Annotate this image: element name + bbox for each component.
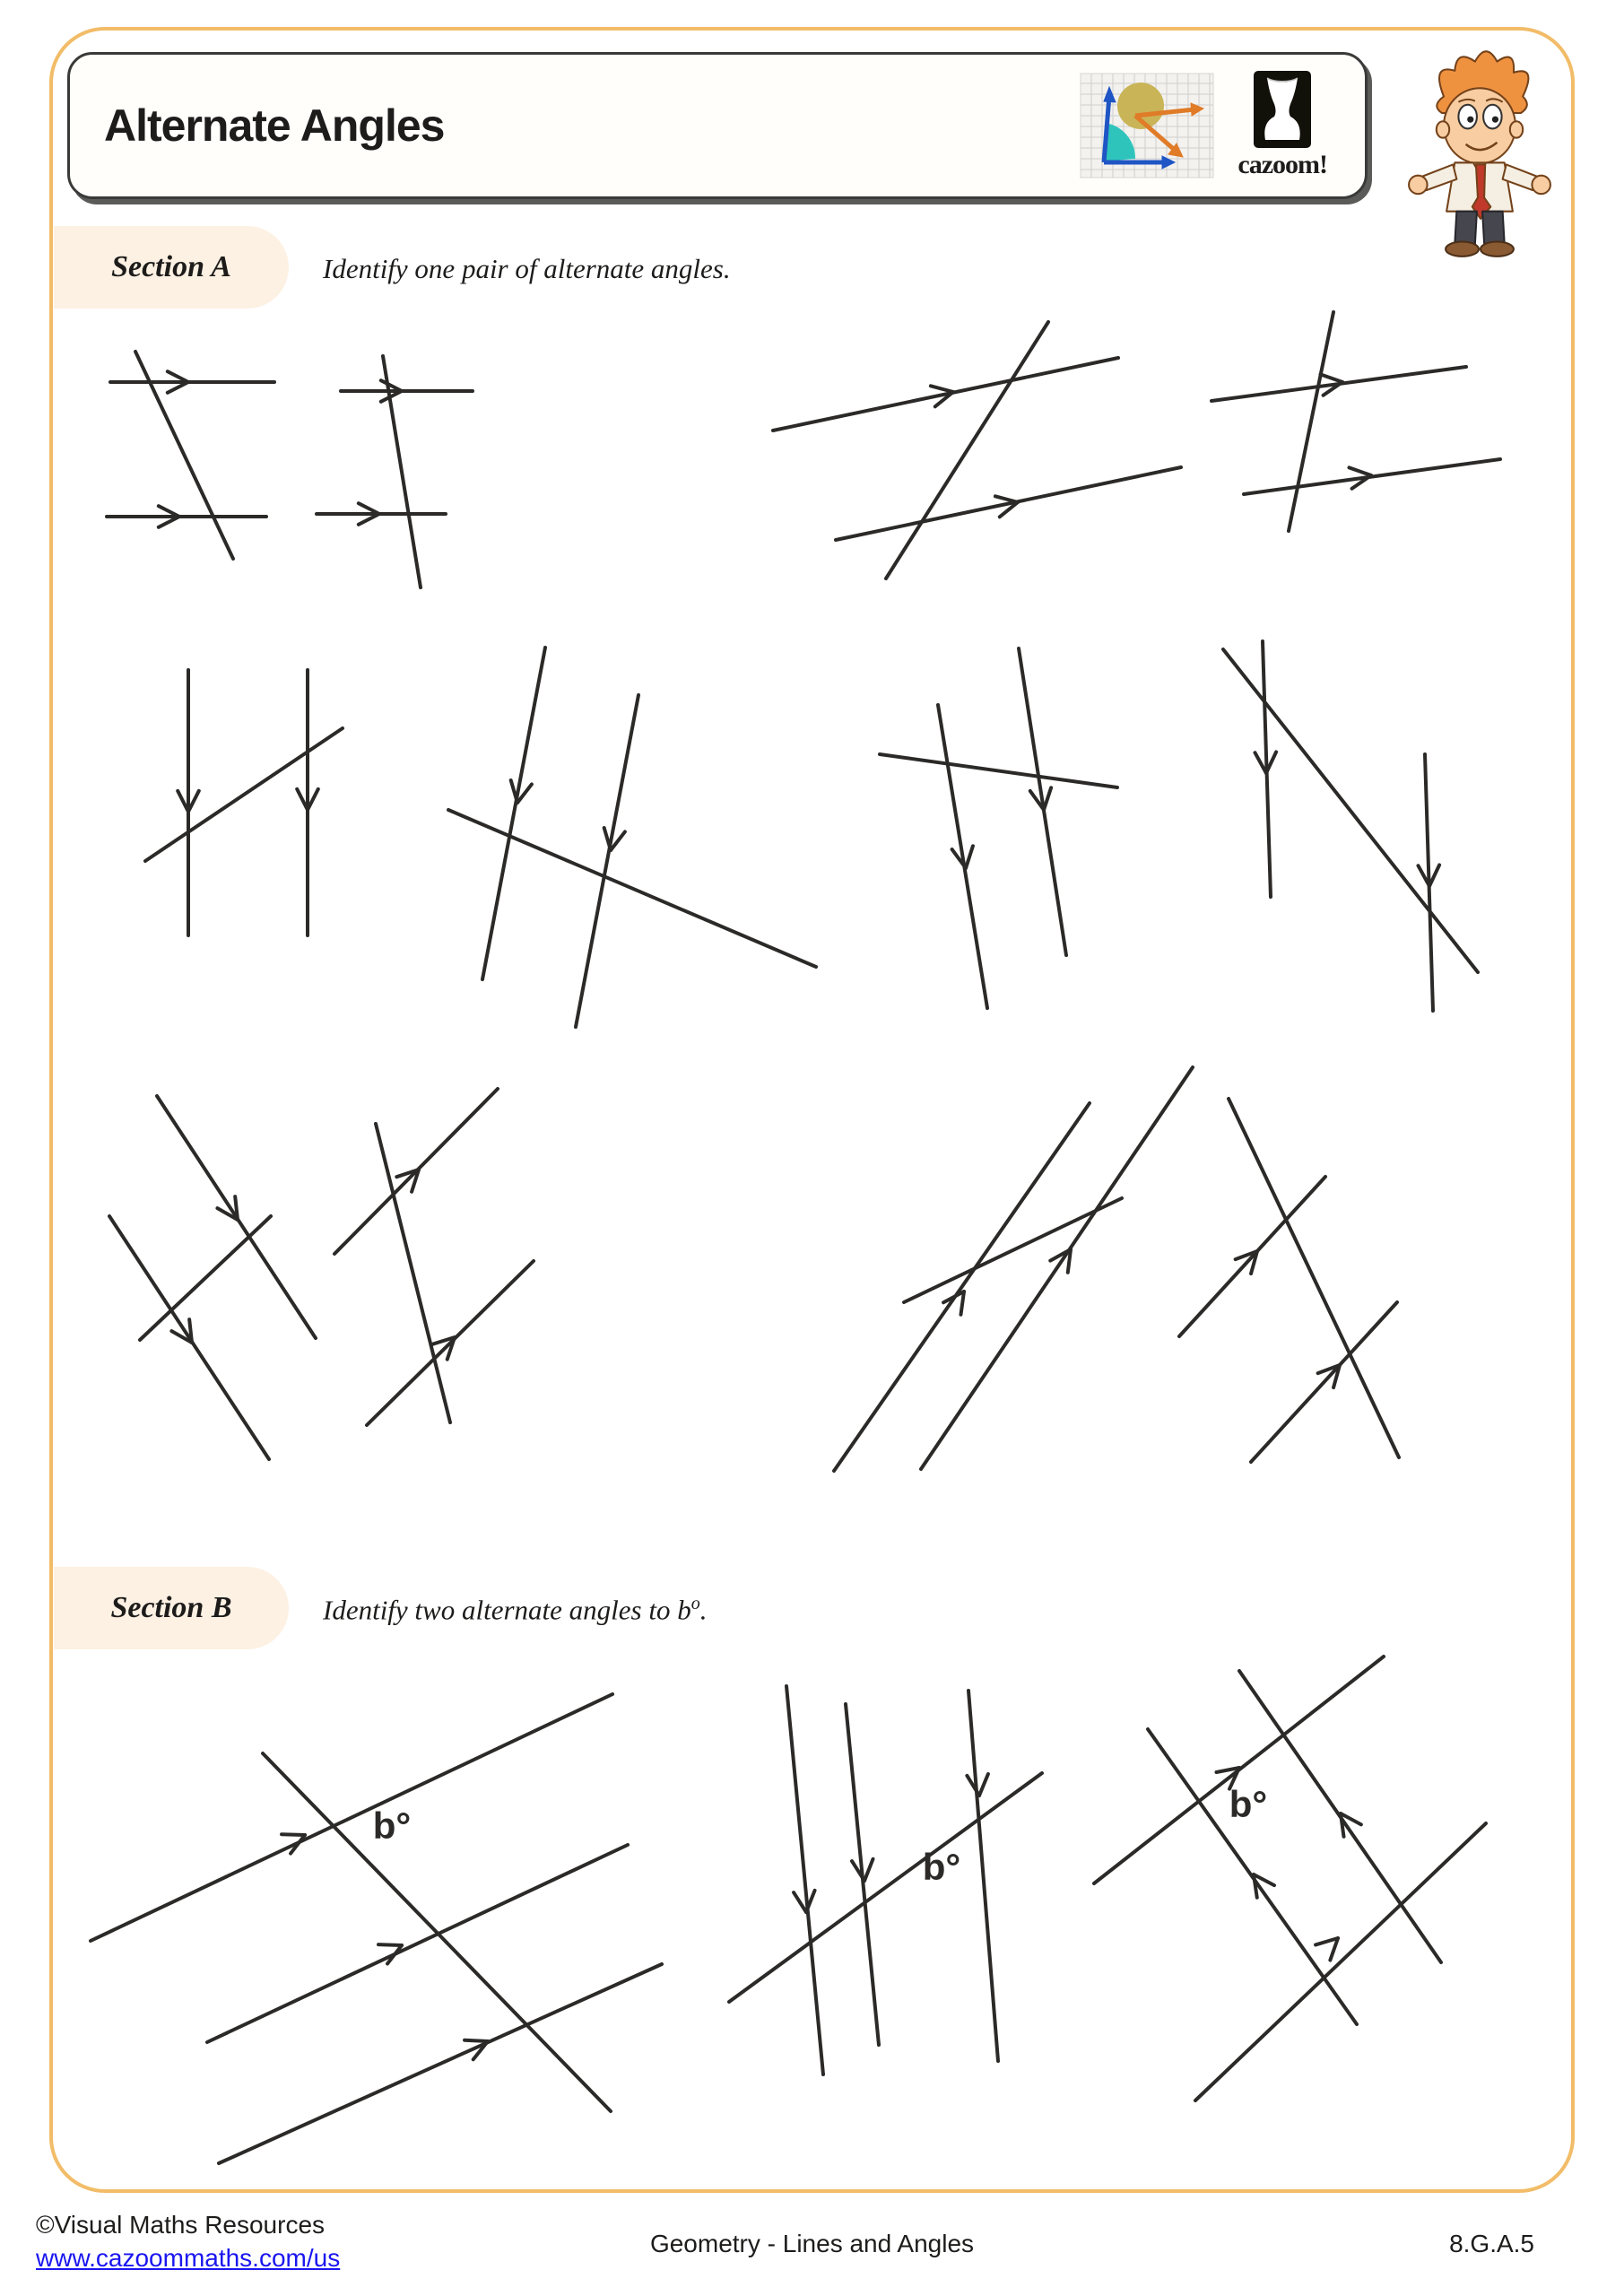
section-a-label-text: Section A (111, 250, 231, 283)
diagram-line (367, 1261, 534, 1425)
angle-label: b° (1229, 1783, 1268, 1825)
page-title: Alternate Angles (104, 100, 445, 151)
angle-diagram-a5 (145, 670, 343, 935)
diagram-line (1019, 648, 1066, 955)
angle-diagram-a10 (334, 1089, 534, 1425)
diagram-line (921, 1067, 1193, 1469)
diagram-line (729, 1773, 1042, 2002)
diagram-line (836, 467, 1181, 540)
diagram-line (576, 695, 638, 1027)
section-b-instruction-sup: o (690, 1594, 700, 1613)
section-a-label (54, 226, 289, 309)
parallel-arrow-icon (189, 1319, 192, 1343)
parallel-arrow-icon (387, 1945, 402, 1964)
angle-label: b° (922, 1846, 961, 1888)
parallel-arrow-icon (995, 496, 1018, 502)
angle-diagram-a2 (317, 356, 473, 587)
footer-topic: Geometry - Lines and Angles (649, 2230, 975, 2257)
cazoom-drum-icon (1254, 71, 1311, 148)
diagram-line (1229, 1099, 1399, 1457)
section-b-instruction-text: Identify two alternate angles to b (323, 1594, 691, 1626)
diagram-line (145, 728, 343, 861)
diagram-line (1223, 649, 1478, 972)
angle-diagram-a12 (1179, 1099, 1399, 1462)
parallel-arrow-icon (1349, 467, 1371, 475)
footer-website-link[interactable]: www.cazoommaths.com/us (36, 2244, 341, 2272)
cazoom-wordmark: cazoom! (1238, 150, 1327, 179)
angle-diagram-a7 (880, 648, 1117, 1008)
diagram-line (482, 648, 545, 979)
parallel-arrow-icon (1320, 374, 1342, 382)
angle-diagram-a8 (1223, 641, 1478, 1011)
cazoom-mascot-character (1381, 39, 1578, 260)
parallel-arrow-icon (931, 386, 953, 392)
angle-diagram-a4 (1211, 312, 1500, 531)
parallel-arrow-icon (282, 1834, 305, 1835)
diagram-line (938, 705, 987, 1008)
diagram-line (968, 1691, 998, 2061)
mascot-face (1444, 88, 1515, 163)
mascot-pants (1455, 212, 1477, 244)
footer-standard-code: 8.G.A.5 (1449, 2230, 1534, 2257)
diagram-line (1251, 1302, 1397, 1462)
angle-diagram-b2 (729, 1686, 1042, 2074)
diagram-line (263, 1753, 611, 2111)
section-b-label (54, 1567, 289, 1649)
angle-diagram-a1 (107, 352, 274, 559)
section-b-instruction (323, 1594, 707, 1626)
diagram-line (886, 322, 1048, 578)
section-a-instruction (323, 253, 731, 285)
diagram-line (219, 1964, 662, 2163)
diagram-line (1289, 312, 1333, 531)
parallel-arrow-icon (235, 1196, 238, 1220)
diagram-line (91, 1694, 612, 1941)
diagram-line (880, 754, 1117, 787)
diagram-line (786, 1686, 823, 2074)
diagram-line (448, 810, 816, 967)
parallel-arrow-icon (794, 1892, 806, 1912)
section-b-label-text: Section B (110, 1591, 232, 1624)
parallel-arrow-icon (1429, 865, 1439, 886)
footer-copyright: ©Visual Maths Resources (36, 2211, 326, 2239)
worksheet-header (67, 52, 1368, 199)
angle-diagram-a9 (109, 1096, 316, 1459)
angle-diagram-a3 (773, 322, 1181, 578)
parallel-arrow-icon (979, 1774, 988, 1796)
angle-diagram-b3 (1094, 1657, 1486, 2100)
cazoom-logo (1238, 71, 1327, 180)
angle-diagram-a11 (834, 1067, 1193, 1471)
parallel-arrow-icon (966, 846, 973, 868)
angle-label: b° (372, 1805, 412, 1847)
section-a-instruction-text: Identify one pair of alternate angles. (323, 253, 731, 284)
angle-diagram-b1 (91, 1694, 662, 2163)
diagram-line (773, 358, 1118, 430)
section-b-instruction-period: . (699, 1594, 708, 1626)
diagram-line (207, 1845, 628, 2042)
mascot-shoe (1446, 242, 1479, 257)
parallel-arrow-icon (864, 1859, 873, 1881)
diagram-line (140, 1216, 271, 1340)
angle-diagram-a6 (448, 648, 816, 1027)
parallel-arrow-icon (378, 1944, 402, 1945)
parallel-arrow-icon (465, 2040, 488, 2041)
diagram-line (834, 1103, 1090, 1471)
geometry-chart-icon (1080, 73, 1214, 178)
parallel-arrow-icon (1044, 787, 1051, 810)
diagram-line (109, 1216, 269, 1459)
